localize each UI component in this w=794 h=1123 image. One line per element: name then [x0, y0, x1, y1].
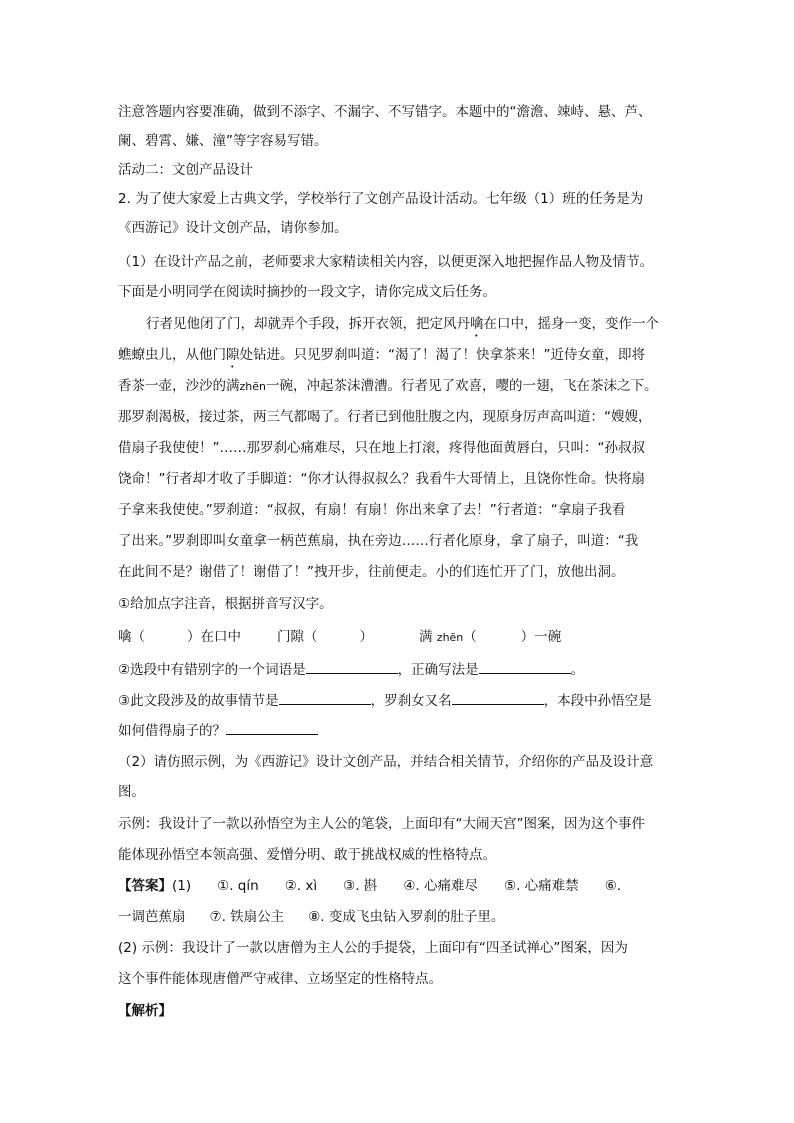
- answer-part-2-line-2: 这个事件能体现唐僧严守戒律、立场坚定的性格特点。: [118, 971, 442, 987]
- question-2-line-1: 2. 为了使大家爱上古典文学，学校举行了文创产品设计活动。七年级（1）班的任务是为: [118, 191, 644, 207]
- dotted-character: 隙: [226, 347, 240, 363]
- answer-item-2: ②. xì: [284, 878, 318, 894]
- task-1-prompt: ①给加点字注音，根据拼音写汉字。: [118, 596, 333, 612]
- item-text: 满: [419, 629, 433, 645]
- passage-text: 蟭蟟虫儿，从他门: [118, 347, 226, 363]
- answer-line-1: [118, 876, 678, 896]
- passage-text: 香茶一壶，沙沙的满: [118, 378, 240, 394]
- passage-line-5: 借扇子我使使！”……那罗刹心痛难尽，只在地上打滚，疼得他面黄唇白，只叫：“孙叔叔: [118, 440, 645, 456]
- task-3-line-1: [118, 690, 678, 711]
- item-text: ）一碗: [520, 629, 562, 645]
- passage-line-6: 饶命！”行者却才收了手脚道：“你才认得叔叔么？我看牛大哥情上，且饶你性命。快将扇: [118, 471, 645, 487]
- answer-item-5: ⑤. 心痛难禁: [504, 878, 579, 894]
- intro-line-2: 阑、碧霄、嫌、潼”等字容易写错。: [118, 133, 328, 149]
- task-1-item-2: [277, 629, 373, 645]
- passage-line-9: 在此间不是？谢借了！谢借了！”拽开步，往前便走。小的们连忙开了门，放他出洞。: [118, 564, 625, 580]
- task-2: [118, 659, 678, 680]
- answer-label: 【答案】: [118, 878, 172, 894]
- task-3-text: ，罗刹女又名: [370, 693, 452, 709]
- answer-blank[interactable]: [279, 690, 371, 705]
- task-2-text: 。: [570, 662, 585, 678]
- answer-part-1-marker: (1): [172, 878, 192, 894]
- task-3-text: ③此文段涉及的故事情节是: [118, 693, 279, 709]
- analysis-label: 【解析】: [118, 1003, 172, 1019]
- item-text: （: [463, 629, 477, 645]
- pinyin-zhen: zhēn: [436, 631, 464, 644]
- passage-line-2: [118, 345, 678, 371]
- answer-item-3: ③. 斟: [343, 878, 378, 894]
- question-2-line-2: 《西游记》设计文创产品，请你参加。: [118, 220, 348, 236]
- task-1-item-1: [118, 629, 241, 645]
- task-1-item-3: [419, 629, 561, 645]
- answer-item-6-marker: ⑥.: [604, 878, 622, 894]
- answer-blank[interactable]: [306, 659, 398, 674]
- part-1-line-2: 下面是小明同学在阅读时摘抄的一段文字，请你完成文后任务。: [118, 284, 496, 300]
- answer-item-4: ④. 心痛难尽: [403, 878, 478, 894]
- activity-2-title: 活动二：文创产品设计: [118, 162, 253, 178]
- passage-text: 一碗，冲起茶沫漕漕。行者见了欢喜，嘤的一翅，飞在茶沫之下。: [266, 378, 658, 394]
- answer-item-1: ①. qín: [217, 878, 259, 894]
- answer-blank[interactable]: [452, 690, 544, 705]
- answer-blank[interactable]: [226, 720, 318, 735]
- passage-line-8: 了出来。”罗刹即叫女童拿一柄芭蕉扇，执在旁边……行者化原身，拿了扇子，叫道：“我: [118, 533, 639, 549]
- passage-text: 行者见他闭了门，却就弄个手段，拆开衣领，把定风丹: [146, 316, 470, 332]
- task-2-text: ②选段中有错别字的一个词语是: [118, 662, 306, 678]
- part-1-line-1: （1）在设计产品之前，老师要求大家精读相关内容，以便更深入地把握作品人物及情节。: [118, 254, 654, 270]
- part-2-line-1: （2）请仿照示例，为《西游记》设计文创产品，并结合相关情节，介绍你的产品及设计意: [118, 754, 654, 770]
- answer-line-2: [118, 907, 678, 927]
- item-text: ）在口中: [187, 629, 241, 645]
- example-line-2: 能体现孙悟空本领高强、爱憎分明、敢于挑战权威的性格特点。: [118, 847, 496, 863]
- pinyin-zhen: zhēn: [239, 380, 266, 393]
- intro-line-1: 注意答题内容要准确，做到不添字、不漏字、不写错字。本题中的“澹澹、竦峙、悬、芦、: [118, 104, 652, 120]
- task-3-line-2: [118, 720, 678, 741]
- task-1-items: [118, 627, 678, 648]
- passage-text: 在口中，摇身一变，变作一个: [483, 316, 659, 332]
- answer-blank[interactable]: [479, 659, 571, 674]
- passage-line-3: [118, 376, 678, 397]
- passage-line-7: 子拿来我使使。”罗刹道：“叔叔，有扇！有扇！你出来拿了去！”行者道：“拿扇子我看: [118, 502, 626, 518]
- part-2-line-2: 图。: [118, 784, 145, 800]
- passage-line-4: 那罗刹渴极，接过茶，两三气都喝了。行者已到他肚腹之内，现原身厉声高叫道：“嫂嫂，: [118, 409, 652, 425]
- item-text: 噙（: [118, 629, 145, 645]
- answer-item-6: 一调芭蕉扇: [118, 909, 186, 925]
- item-text: 门隙（: [277, 629, 318, 645]
- passage-text: 处钻进。只见罗刹叫道：“渴了！渴了！快拿茶来！”近侍女童，即将: [239, 347, 645, 363]
- task-2-text: ，正确写法是: [397, 662, 479, 678]
- passage-line-1: [146, 314, 706, 340]
- task-3-text: ，本段中孙悟空是: [543, 693, 652, 709]
- example-line-1: 示例：我设计了一款以孙悟空为主人公的笔袋，上面印有“大闹天宫”图案，因为这个事件: [118, 816, 645, 832]
- answer-item-8: ⑧. 变成飞虫钻入罗刹的肚子里。: [308, 909, 505, 925]
- answer-item-7: ⑦. 铁扇公主: [209, 909, 285, 925]
- answer-part-2-line-1: (2) 示例：我设计了一款以唐僧为主人公的手提袋，上面印有“四圣试禅心”图案，因为: [118, 940, 628, 956]
- item-text: ）: [359, 629, 373, 645]
- task-3-text: 如何借得扇子的？: [118, 723, 226, 739]
- dotted-character: 噙: [470, 316, 484, 332]
